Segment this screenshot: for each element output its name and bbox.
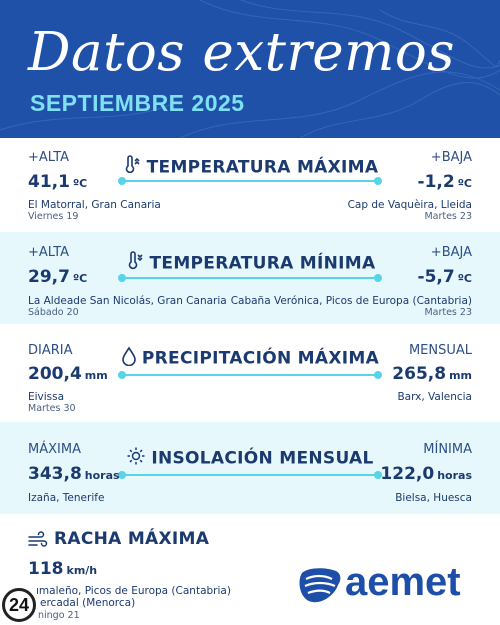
precip-left-date: Martes 30 (28, 403, 76, 414)
precip-category: PRECIPITACIÓN MÁXIMA (120, 346, 380, 371)
temp-min-right-label: +BAJA (430, 245, 472, 260)
insol-right-label: MÍNIMA (423, 442, 472, 457)
thermometer-up-icon (122, 155, 142, 180)
precip-right-place: Barx, Valencia (397, 391, 472, 403)
temp-max-right-value: -1,2 ºC (417, 172, 472, 192)
temp-min-line-start (118, 274, 126, 282)
temp-max-line-start (118, 177, 126, 185)
temp-min-left-value: 29,7 ºC (28, 267, 88, 287)
gust-date: ningo 21 (38, 610, 80, 621)
temp-max-right-place: Cap de Vaquèira, Lleida (347, 199, 472, 211)
channel-24-badge: 24 (2, 588, 36, 622)
temp-max-category: TEMPERATURA MÁXIMA (120, 155, 380, 180)
temp-max-line-end (374, 177, 382, 185)
insol-range-line (121, 474, 378, 476)
precip-line-end (374, 371, 382, 379)
temp-min-right-value: -5,7 ºC (417, 267, 472, 287)
temp-min-left-date: Sábado 20 (28, 307, 79, 318)
precip-right-value: 265,8 mm (392, 364, 472, 384)
page-title: Datos extremos (28, 22, 455, 83)
temp-max-left-place: El Matorral, Gran Canaria (28, 199, 161, 211)
precip-range-line (121, 374, 378, 376)
insol-right-place: Bielsa, Huesca (395, 492, 472, 504)
temp-max-left-date: Viernes 19 (28, 211, 79, 222)
aemet-logo-text: aemet (345, 560, 461, 604)
drop-icon (121, 346, 137, 371)
section-insolation (0, 422, 500, 514)
temp-min-right-date: Martes 23 (424, 307, 472, 318)
gust-place-1: ımaleño, Picos de Europa (Cantabria) (36, 585, 231, 597)
section-temp-min (0, 232, 500, 324)
header-banner (0, 0, 500, 138)
temp-min-range-line (121, 277, 378, 279)
insol-left-place: Izaña, Tenerife (28, 492, 105, 504)
insol-left-label: MÁXIMA (28, 442, 81, 457)
precip-line-start (118, 371, 126, 379)
iberia-map-icon (296, 565, 344, 607)
precip-right-label: MENSUAL (408, 343, 472, 358)
page-subtitle: SEPTIEMBRE 2025 (30, 90, 245, 116)
precip-left-place: Eivissa (28, 391, 65, 403)
sun-icon (126, 446, 146, 471)
temp-max-range-line (121, 180, 378, 182)
gust-category: RACHA MÁXIMA (54, 529, 210, 549)
temp-max-left-label: +ALTA (28, 150, 70, 165)
insol-category: INSOLACIÓN MENSUAL (120, 446, 380, 471)
insol-right-value: 122,0 horas (380, 464, 472, 484)
thermometer-down-icon (125, 251, 145, 276)
temp-max-right-label: +BAJA (430, 150, 472, 165)
precip-left-value: 200,4 mm (28, 364, 108, 384)
temp-max-left-value: 41,1 ºC (28, 172, 88, 192)
temp-min-left-place: La Aldeade San Nicolás, Gran Canaria (28, 295, 227, 307)
temp-min-category: TEMPERATURA MÍNIMA (120, 251, 380, 276)
precip-left-label: DIARIA (28, 343, 73, 358)
temp-min-left-label: +ALTA (28, 245, 70, 260)
insol-left-value: 343,8 horas (28, 464, 120, 484)
temp-min-line-end (374, 274, 382, 282)
section-precipitation (0, 326, 500, 418)
wind-icon (28, 531, 48, 553)
temp-max-right-date: Martes 23 (424, 211, 472, 222)
section-temp-max (0, 138, 500, 230)
gust-place-2: ercadal (Menorca) (40, 597, 136, 609)
gust-value: 118 km/h (28, 559, 98, 579)
temp-min-right-place: Cabaña Verónica, Picos de Europa (Cantabria) (230, 295, 472, 307)
